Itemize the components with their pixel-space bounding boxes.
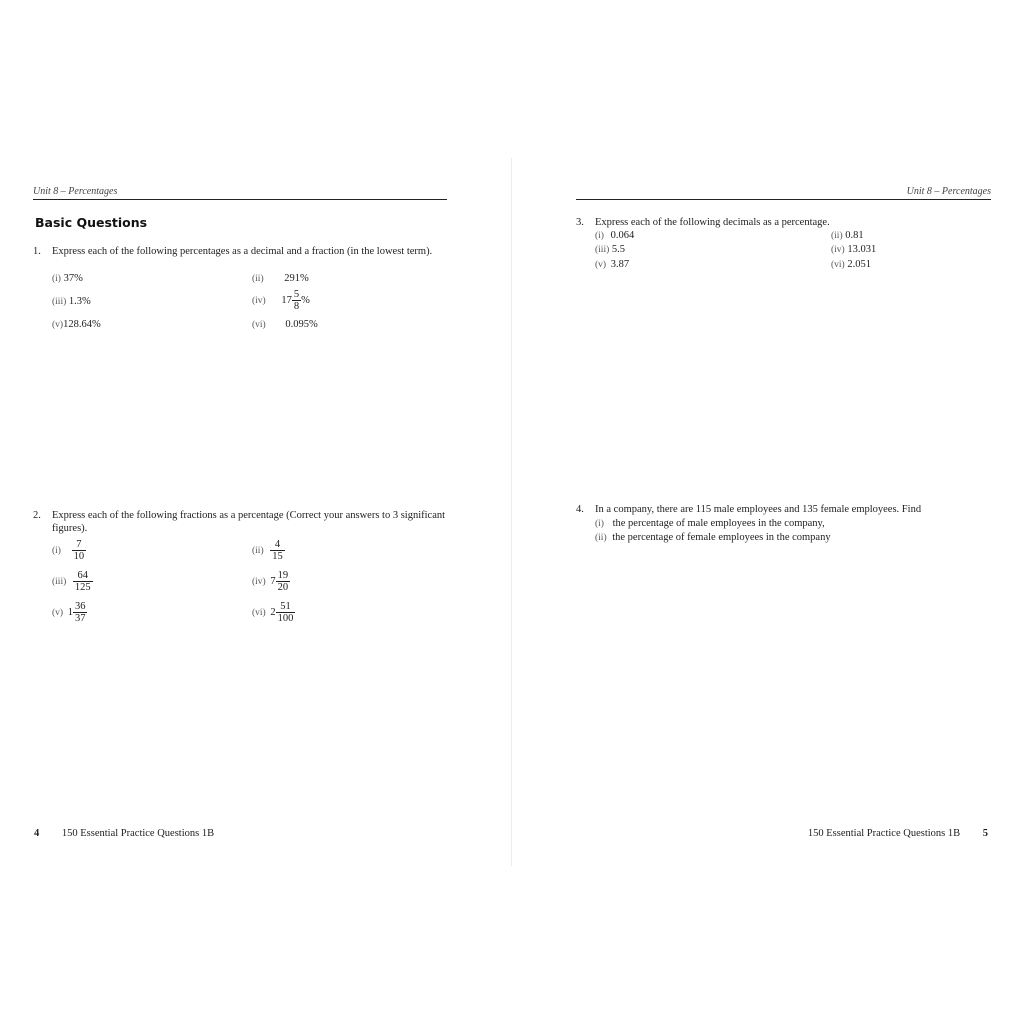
q4-part-ii: (ii) the percentage of female employees in the company — [595, 532, 831, 543]
q2-item-i: (i) $\frac{7}{10}$ — [52, 539, 85, 562]
q4-part-i: (i) the percentage of male employees in the company, — [595, 518, 825, 529]
q1-item-iv: (iv) 17 $\frac{5}{8}$ % — [252, 289, 310, 312]
mixed-fraction: $\frac{51}{100}$ — [277, 601, 294, 624]
q1-item-i: (i) 37% — [52, 273, 83, 284]
book-title: 150 Essential Practice Questions 1B — [61, 828, 215, 839]
q1-item-v: (v)128.64% — [52, 319, 101, 330]
q1-item-vi: (vi) 0.095% — [252, 319, 318, 330]
q3-item-i: (i) 0.064 — [595, 230, 635, 241]
footer-right — [808, 828, 988, 839]
question-number: 2. — [33, 510, 41, 521]
fraction: $\frac{7}{10}$ — [73, 539, 85, 562]
question-text: Express each of the following fractions as a percentage (Correct your answers to 3 significant figures). — [52, 510, 446, 534]
header-rule-left — [33, 199, 447, 200]
q2-item-iv: (iv) 7 $\frac{19}{20}$ — [252, 570, 289, 593]
mixed-fraction: $\frac{36}{37}$ — [74, 601, 86, 624]
fraction: $\frac{4}{15}$ — [272, 539, 283, 562]
question-text: In a company, there are 115 male employees and 135 female employees. Find — [595, 504, 922, 515]
running-head-left: Unit 8 – Percentages — [33, 186, 118, 197]
q3-item-vi: (vi) 2.051 — [831, 259, 871, 270]
q2-item-vi: (vi) 2 $\frac{51}{100}$ — [252, 601, 294, 624]
question-text: Express each of the following percentages as a decimal and a fraction (in the lowest term). — [52, 246, 433, 257]
page-number: 4 — [34, 828, 40, 839]
q2-item-iii: (iii) $\frac{64}{125}$ — [52, 570, 91, 593]
q2-item-v: (v) 1 $\frac{36}{37}$ — [52, 601, 86, 624]
page-number: 5 — [982, 828, 988, 839]
question-number: 3. — [576, 217, 584, 228]
q3-item-iv: (iv) 13.031 — [831, 244, 877, 255]
section-heading: Basic Questions — [35, 215, 148, 230]
question-text: Express each of the following decimals as a percentage. — [595, 217, 830, 228]
running-head-right: Unit 8 – Percentages — [906, 186, 991, 197]
q1-item-ii: (ii) 291% — [252, 273, 309, 284]
q1-item-iii: (iii) 1.3% — [52, 296, 91, 307]
header-rule-right — [576, 199, 991, 200]
q3-item-ii: (ii) 0.81 — [831, 230, 864, 241]
mixed-fraction: $\frac{5}{8}$ — [293, 289, 300, 312]
book-title: 150 Essential Practice Questions 1B — [807, 828, 961, 839]
fraction: $\frac{64}{125}$ — [74, 570, 91, 593]
page-gutter — [511, 158, 512, 866]
question-number: 1. — [33, 246, 41, 257]
q2-item-ii: (ii) $\frac{4}{15}$ — [252, 539, 283, 562]
question-number: 4. — [576, 504, 584, 515]
mixed-fraction: $\frac{19}{20}$ — [277, 570, 289, 593]
footer-left — [34, 828, 214, 839]
q3-item-iii: (iii) 5.5 — [595, 244, 625, 255]
q3-item-v: (v) 3.87 — [595, 259, 630, 270]
